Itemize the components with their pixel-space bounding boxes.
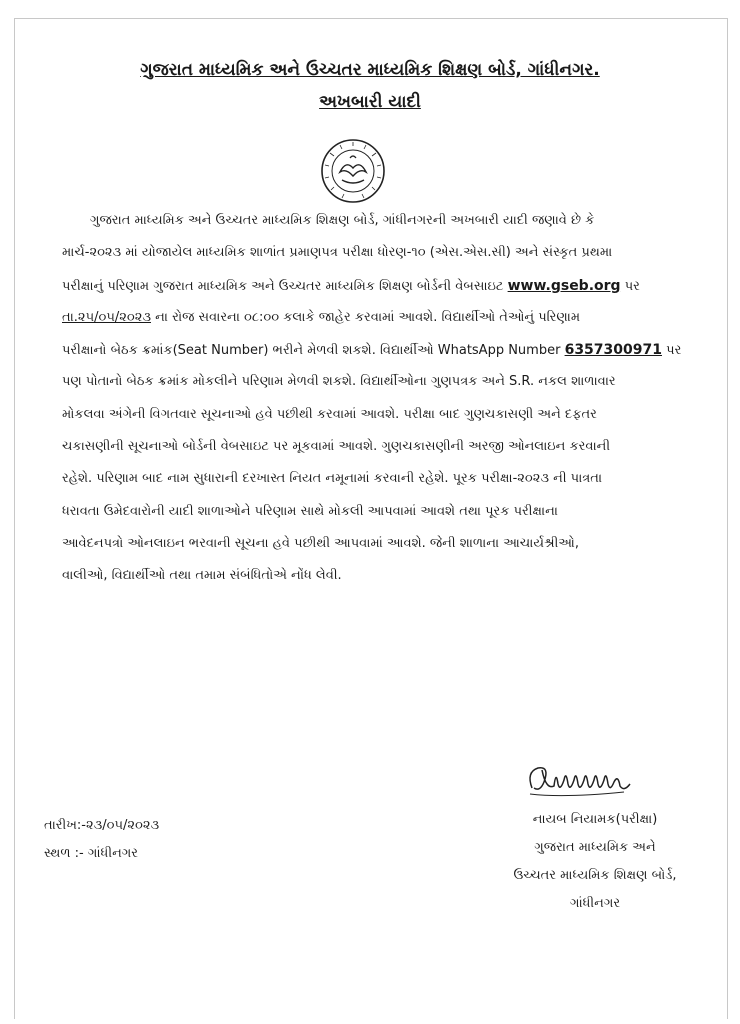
press-release-body	[62, 205, 696, 593]
body-line: માર્ચ-૨૦૨૩ માં યોજાયેલ માધ્યમિક શાળાંત પ્રમાણપત્ર પરીક્ષા ધોરણ-૧૦ (એસ.એસ.સી) અને સંસ્કૃત પ્રથમા	[62, 245, 613, 261]
whatsapp-number: 6357300971	[564, 342, 662, 359]
body-line: ધરાવતા ઉમેદવારોની યાદી શાળાઓને પરિણામ સાથે મોકલી આપવામાં આવશે તથા પૂરક પરીક્ષાના	[62, 503, 558, 519]
release-place: સ્થળ :- ગાંધીનગર	[44, 846, 138, 861]
gseb-seal-icon	[320, 138, 386, 204]
body-line: ગુજરાત માધ્યમિક અને ઉચ્ચતર માધ્યમિક શિક્ષણ બોર્ડ, ગાંધીનગરની અખબારી યાદી જણાવે છે કે	[90, 213, 595, 228]
signatory-org-line2: ઉચ્ચતર માધ્યમિક શિક્ષણ બોર્ડ,	[513, 868, 677, 883]
body-line: મોકલવા અંગેની વિગતવાર સૂચનાઓ હવે પછીથી કરવામાં આવશે. પરીક્ષા બાદ ગુણચકાસણી અને દફતર	[62, 406, 597, 422]
body-line: આવેદનપત્રો ઓનલાઇન ભરવાની સૂચના હવે પછીથી આપવામાં આવશે. જેની શાળાના આચાર્યશ્રીઓ,	[62, 535, 579, 551]
signatory-org-line1: ગુજરાત માધ્યમિક અને	[534, 840, 656, 855]
release-date: તારીખ:-૨૩/૦૫/૨૦૨૩	[44, 818, 160, 833]
signature-icon	[524, 758, 644, 808]
body-line: તા.૨૫/૦૫/૨૦૨૩ ના રોજ સવારના ૦૮:૦૦ કલાકે જાહેર કરવામાં આવશે. વિદ્યાર્થીઓ તેઓનું પરિણામ	[62, 309, 581, 325]
result-date: તા.૨૫/૦૫/૨૦૨૩	[62, 309, 151, 325]
press-release-heading: અખબારી યાદી	[319, 92, 421, 112]
signatory-city: ગાંધીનગર	[569, 896, 621, 911]
body-line: વાલીઓ, વિદ્યાર્થીઓ તથા તમામ સંબંધિતોએ નોંધ લેવી.	[62, 568, 342, 584]
website-link[interactable]: www.gseb.org	[507, 277, 621, 294]
body-line: પરીક્ષાનો બેઠક ક્રમાંક(Seat Number) ભરીને મેળવી શકશે. વિદ્યાર્થીઓ WhatsApp Number 6357300971 પર	[62, 342, 682, 359]
body-line: પરીક્ષાનું પરિણામ ગુજરાત માધ્યમિક અને ઉચ્ચતર માધ્યમિક શિક્ષણ બોર્ડની વેબસાઇટ www.gseb.org પર	[62, 277, 640, 294]
signatory-designation: નાયબ નિયામક(પરીક્ષા)	[532, 812, 658, 827]
body-line: પણ પોતાનો બેઠક ક્રમાંક મોકલીને પરિણામ મેળવી શકશે. વિદ્યાર્થીઓના ગુણપત્રક અને S.R. નકલ શાળાવાર	[62, 374, 616, 390]
body-line: ચકાસણીની સૂચનાઓ બોર્ડની વેબસાઇટ પર મૂકવામાં આવશે. ગુણચકાસણીની અરજી ઓનલાઇન કરવાની	[62, 439, 611, 455]
board-title: ગુજરાત માધ્યમિક અને ઉચ્ચતર માધ્યમિક શિક્ષણ બોર્ડ, ગાંધીનગર.	[140, 60, 600, 80]
body-line: રહેશે. પરિણામ બાદ નામ સુધારાની દરખાસ્ત નિયત નમૂનામાં કરવાની રહેશે. પૂરક પરીક્ષા-૨૦૨૩ ની પાત્રતા	[62, 471, 603, 487]
